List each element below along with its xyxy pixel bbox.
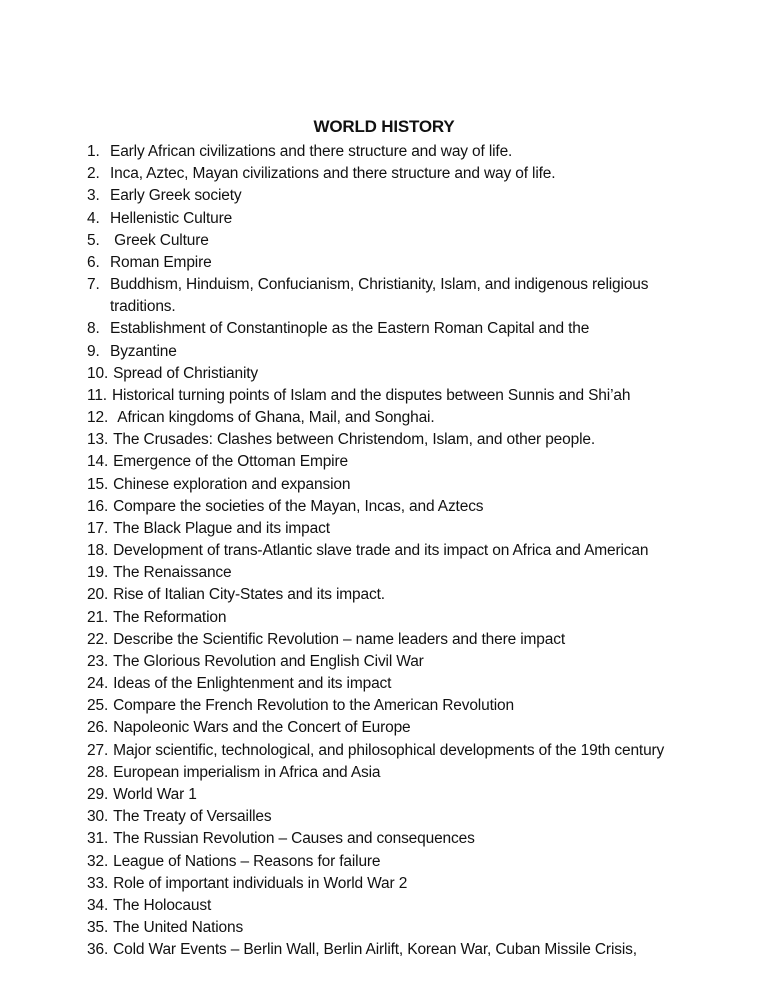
list-item-text: African kingdoms of Ghana, Mail, and Songhai.: [113, 409, 435, 427]
topic-list: [87, 141, 747, 961]
list-item-number: 34.: [87, 896, 109, 914]
list-item: [87, 651, 747, 673]
list-item-number: 2.: [87, 165, 100, 183]
list-item-text: World War 1: [113, 785, 197, 803]
list-item-number: 22.: [87, 630, 109, 648]
list-item-number: 8.: [87, 320, 100, 338]
list-item-number: 21.: [87, 608, 109, 626]
list-item: [87, 629, 747, 651]
list-item: [87, 784, 747, 806]
list-item: [87, 740, 747, 762]
list-item-number: 29.: [87, 785, 109, 803]
list-item: [87, 917, 747, 939]
list-item-number: 28.: [87, 763, 109, 781]
list-item-text: Development of trans-Atlantic slave trade and its impact on Africa and American: [113, 542, 649, 560]
list-item: [87, 939, 747, 961]
list-item-text: Ideas of the Enlightenment and its impact: [113, 675, 392, 693]
list-item-number: 6.: [87, 253, 100, 271]
list-item-text: Hellenistic Culture: [110, 209, 233, 227]
list-item-text: The Treaty of Versailles: [113, 808, 272, 826]
list-item-text: European imperialism in Africa and Asia: [113, 763, 381, 781]
list-item: [87, 540, 747, 562]
list-item-number: 31.: [87, 830, 109, 848]
list-item-number: 17.: [87, 519, 109, 537]
list-item-text: Roman Empire: [110, 253, 212, 271]
list-item: [87, 806, 747, 828]
list-item-text: The Reformation: [113, 608, 227, 626]
list-item: [87, 717, 747, 739]
list-item-text: Cold War Events – Berlin Wall, Berlin Airlift, Korean War, Cuban Missile Crisis,: [113, 941, 637, 959]
list-item-number: 12.: [87, 409, 109, 427]
list-item-text: The Holocaust: [113, 896, 212, 914]
list-item: [87, 762, 747, 784]
list-item-text: Greek Culture: [110, 231, 209, 249]
list-item: [87, 252, 747, 274]
list-item-number: 27.: [87, 741, 109, 759]
list-item: [87, 584, 747, 606]
list-item-text: Early African civilizations and there structure and way of life.: [110, 143, 513, 160]
list-item: [87, 607, 747, 629]
list-item-text: Describe the Scientific Revolution – name leaders and there impact: [113, 630, 566, 648]
list-item-number: 7.: [87, 276, 100, 294]
list-item: [87, 673, 747, 695]
list-item: [87, 895, 747, 917]
list-item-text: League of Nations – Reasons for failure: [113, 852, 381, 870]
list-item-text: The Renaissance: [113, 564, 232, 582]
list-item-number: 36.: [87, 941, 109, 959]
list-item: [87, 518, 747, 540]
list-item-number: 10.: [87, 364, 109, 382]
list-item-number: 16.: [87, 497, 109, 515]
list-item-number: 14.: [87, 453, 109, 471]
list-item-number: 9.: [87, 342, 100, 360]
list-item-number: 4.: [87, 209, 100, 227]
list-item-text: The United Nations: [113, 919, 244, 937]
list-item-number: 18.: [87, 542, 109, 560]
list-item: [87, 385, 747, 407]
list-item-text: The Russian Revolution – Causes and consequences: [113, 830, 475, 848]
list-item-text: Compare the societies of the Mayan, Incas, and Aztecs: [113, 497, 484, 515]
list-item-text: Napoleonic Wars and the Concert of Europe: [113, 719, 411, 737]
list-item-text: Early Greek society: [110, 187, 242, 205]
list-item: [87, 163, 747, 185]
list-item-number: 26.: [87, 719, 109, 737]
list-item: [87, 363, 747, 385]
list-item-number: 13.: [87, 431, 109, 449]
list-item: [87, 429, 747, 451]
list-item: [87, 208, 747, 230]
list-item: [87, 562, 747, 584]
list-item-text: Buddhism, Hinduism, Confucianism, Christianity, Islam, and indigenous religious traditions.: [110, 276, 653, 316]
list-item-text: Establishment of Constantinople as the Eastern Roman Capital and the: [110, 320, 590, 338]
list-item-number: 11.: [87, 386, 107, 404]
list-item-text: Inca, Aztec, Mayan civilizations and there structure and way of life.: [110, 165, 556, 183]
list-item: [87, 851, 747, 873]
list-item: [87, 185, 747, 207]
list-item-number: 33.: [87, 874, 109, 892]
list-item-number: 19.: [87, 564, 109, 582]
list-item-text: Spread of Christianity: [113, 364, 258, 382]
list-item-text: Role of important individuals in World War 2: [113, 874, 408, 892]
list-item: [87, 318, 747, 340]
list-item: [87, 828, 747, 850]
list-item-number: 25.: [87, 697, 109, 715]
list-item-text: Major scientific, technological, and philosophical developments of the 19th century: [113, 741, 665, 759]
list-item-number: 5.: [87, 231, 100, 249]
list-item-text: The Glorious Revolution and English Civil War: [113, 652, 424, 670]
list-item-text: Rise of Italian City-States and its impact.: [113, 586, 385, 604]
list-item: [87, 274, 747, 318]
document-title: WORLD HISTORY: [313, 117, 455, 136]
list-item: [87, 451, 747, 473]
list-item-number: 23.: [87, 652, 109, 670]
list-item-number: 24.: [87, 675, 109, 693]
list-item-text: The Crusades: Clashes between Christendom, Islam, and other people.: [113, 431, 596, 449]
list-item: [87, 341, 747, 363]
list-item-number: 15.: [87, 475, 109, 493]
list-item-text: The Black Plague and its impact: [113, 519, 330, 537]
list-item: [87, 695, 747, 717]
list-item: [87, 407, 747, 429]
list-item-text: Byzantine: [110, 342, 177, 360]
list-item: [87, 474, 747, 496]
list-item-number: 1.: [87, 143, 100, 160]
list-item: [87, 230, 747, 252]
list-item-text: Historical turning points of Islam and the disputes between Sunnis and Shi’ah: [111, 386, 631, 404]
list-item-number: 20.: [87, 586, 109, 604]
list-item-text: Chinese exploration and expansion: [113, 475, 351, 493]
list-item: [87, 141, 747, 163]
list-item-number: 35.: [87, 919, 109, 937]
list-item-number: 32.: [87, 852, 109, 870]
list-item-text: Compare the French Revolution to the American Revolution: [113, 697, 514, 715]
list-item-text: Emergence of the Ottoman Empire: [113, 453, 348, 471]
list-item: [87, 873, 747, 895]
list-item-number: 30.: [87, 808, 109, 826]
list-item-number: 3.: [87, 187, 100, 205]
list-item: [87, 496, 747, 518]
